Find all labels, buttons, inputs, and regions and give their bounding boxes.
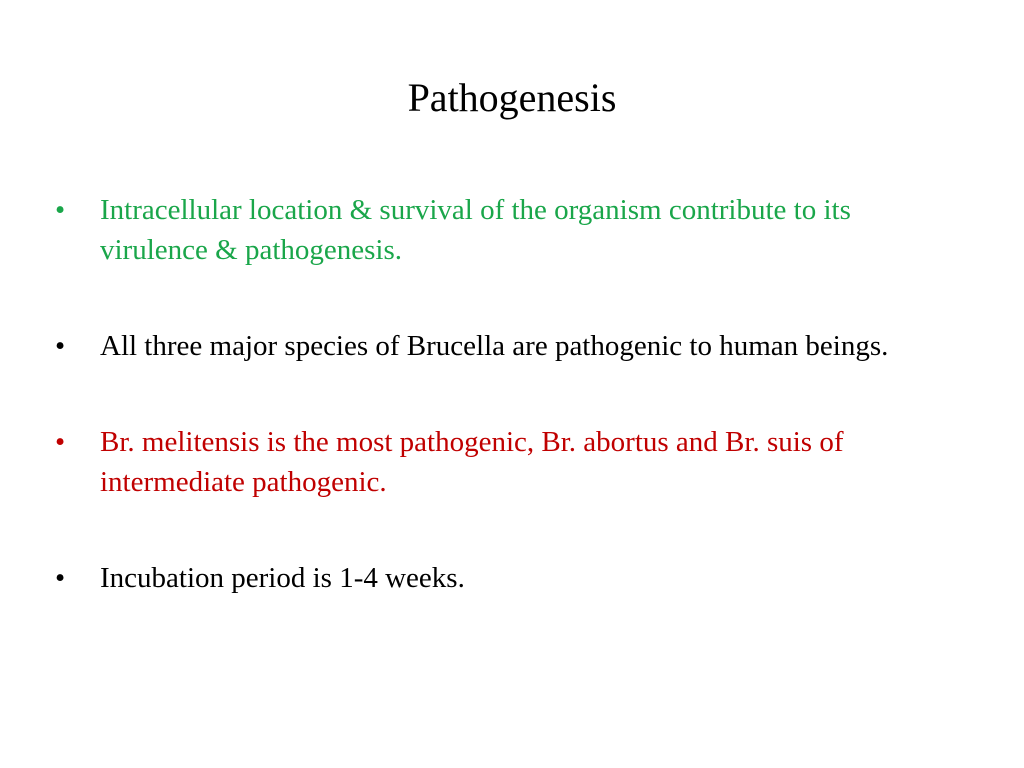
bullet-icon: • [55,330,66,362]
bullet-text: Intracellular location & survival of the organism contribute to its virulence & pathogenesis. [100,194,851,266]
bullet-item [55,326,955,366]
bullet-icon: • [55,562,66,594]
bullet-item [55,558,955,598]
slide-title: Pathogenesis [407,75,617,120]
bullet-icon: • [55,194,66,226]
bullet-item [55,190,955,270]
bullet-list [55,190,955,598]
bullet-icon: • [55,426,66,458]
bullet-text: Br. melitensis is the most pathogenic, Br. abortus and Br. suis of intermediate pathogenic. [100,426,844,498]
bullet-item [55,422,955,502]
bullet-text: Incubation period is 1-4 weeks. [100,562,465,594]
bullet-text: All three major species of Brucella are pathogenic to human beings. [100,330,889,362]
